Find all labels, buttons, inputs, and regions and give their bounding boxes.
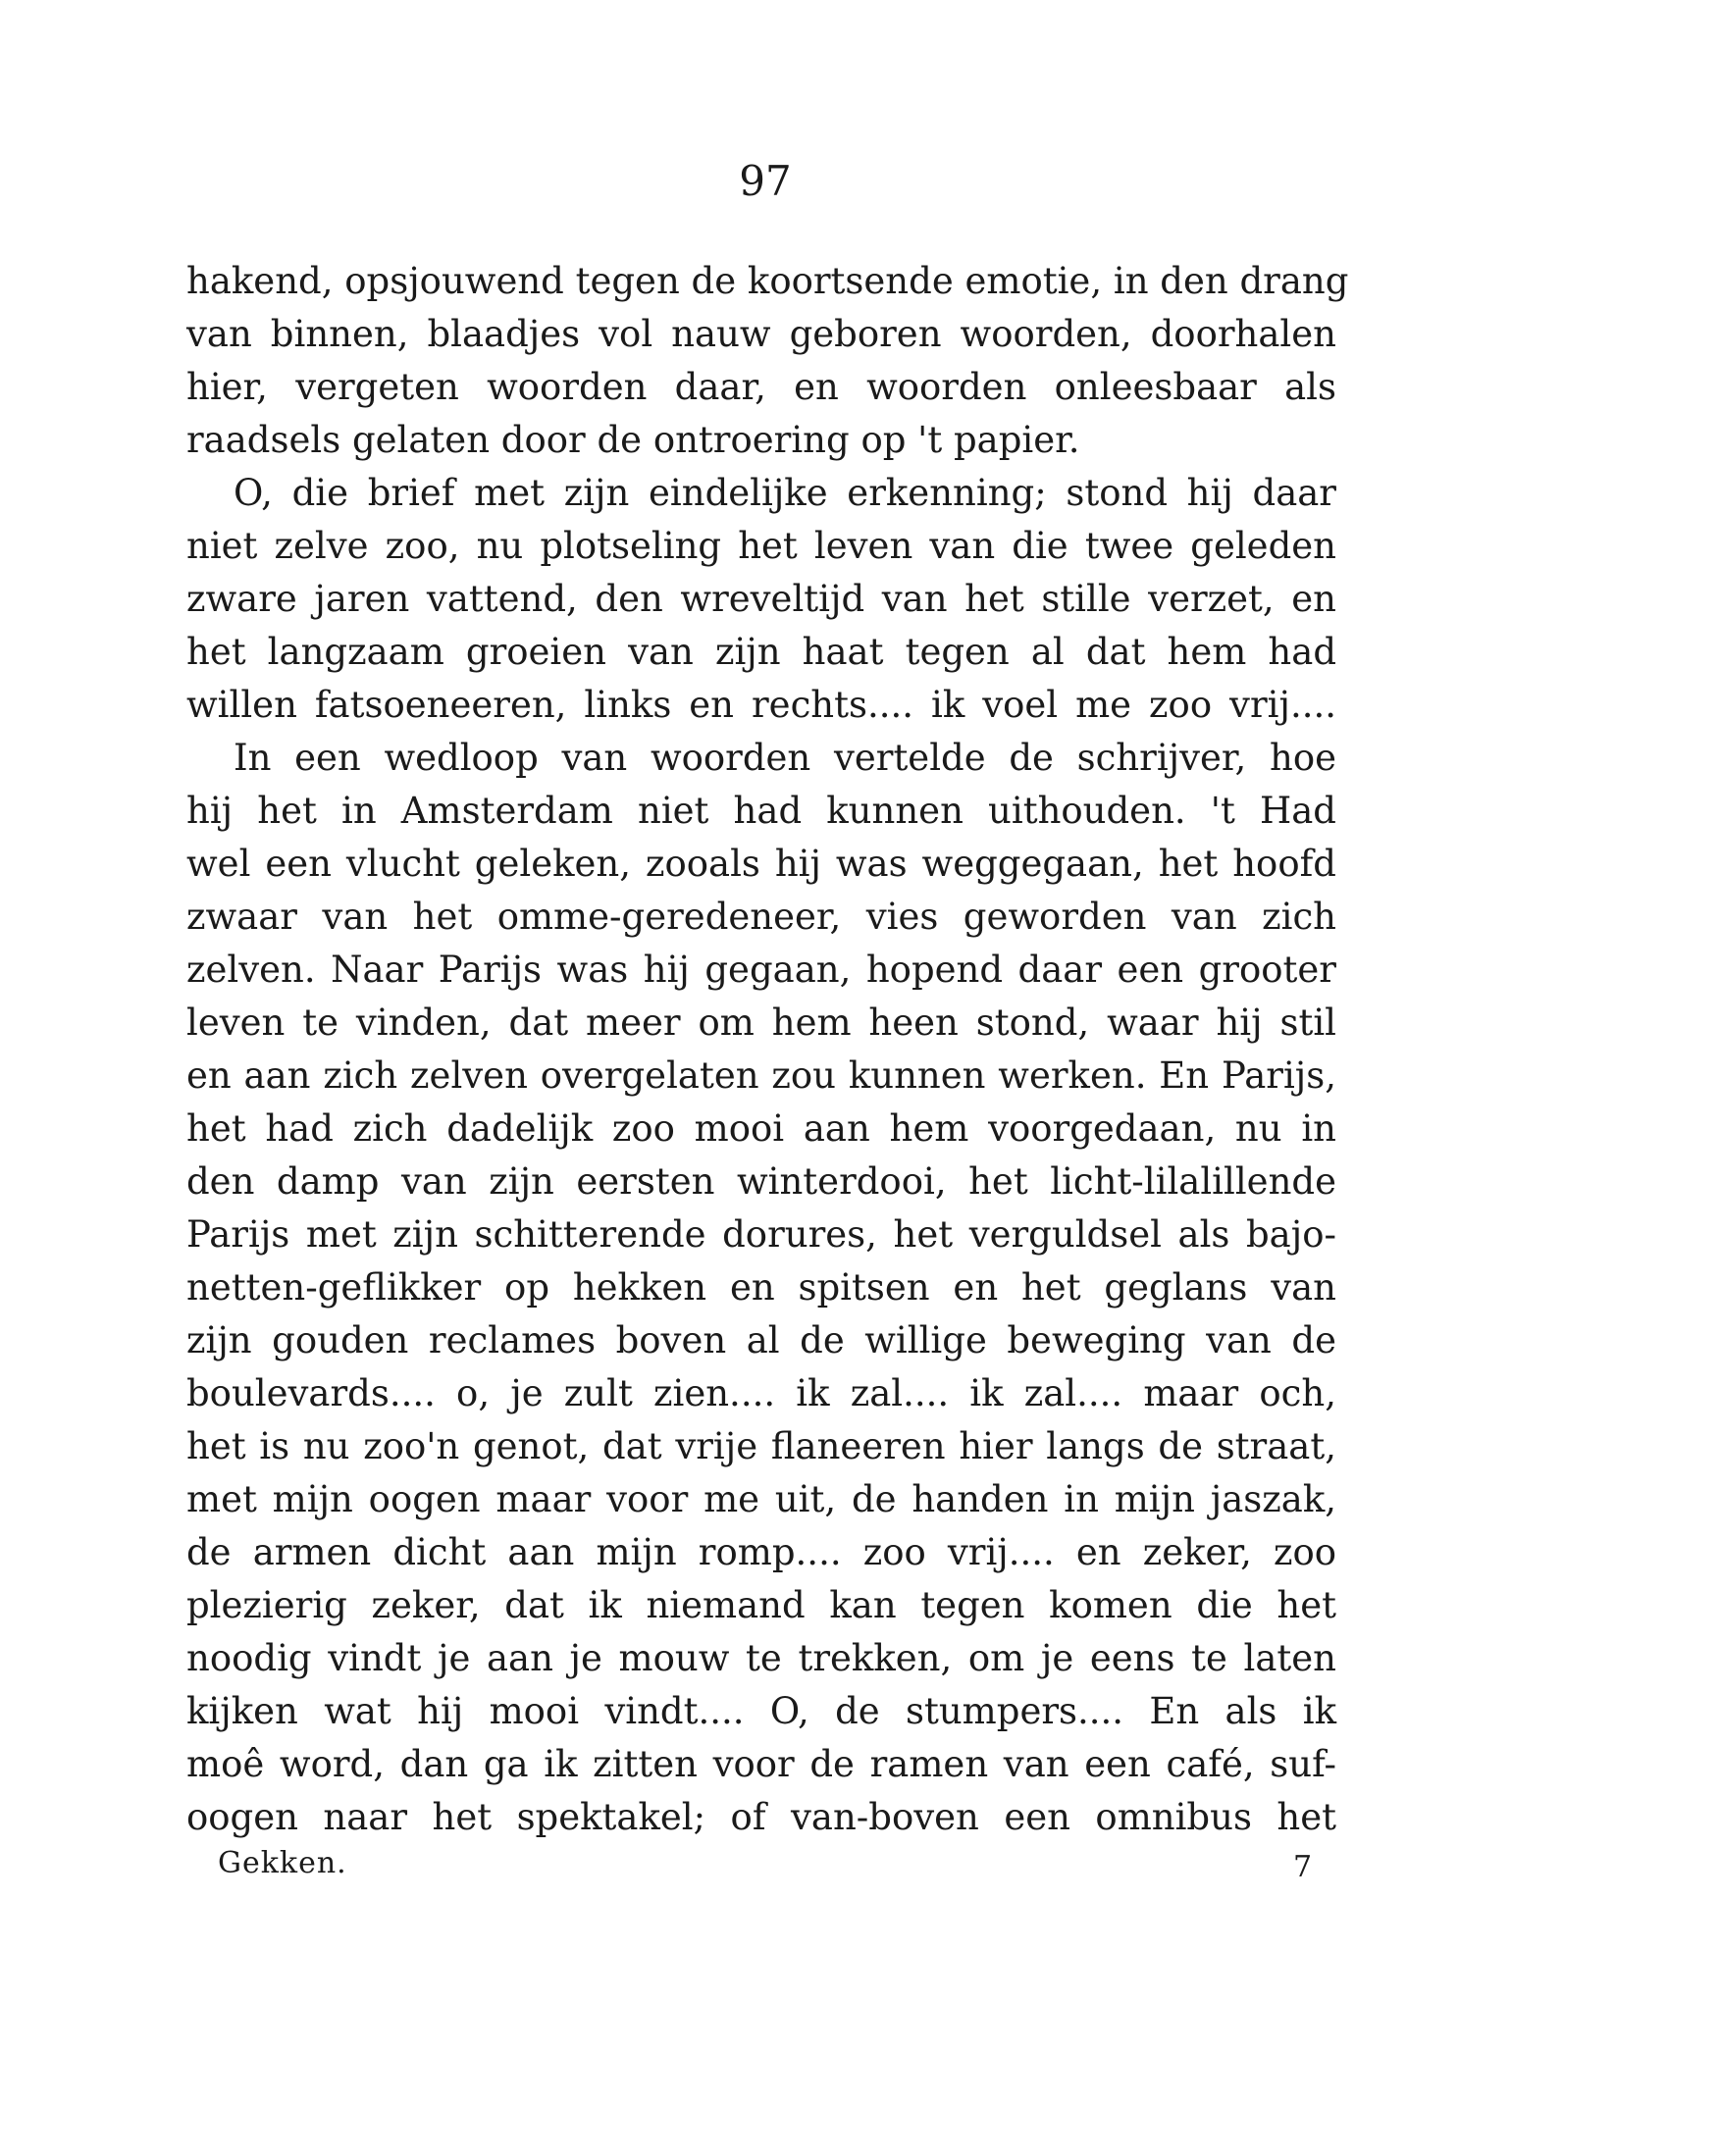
text-line: hakend, opsjouwend tegen de koortsende emotie, in den drang (186, 260, 1349, 302)
text-line: raadsels gelaten door de ontroering op 't papier. (186, 419, 1080, 461)
footer-sheet-number: 7 (1293, 1850, 1313, 1884)
text-line: zware jaren vattend, den wreveltijd van het stille verzet, en (186, 578, 1336, 620)
body-text (186, 255, 1349, 1844)
text-line: met mijn oogen maar voor me uit, de handen in mijn jaszak, (186, 1478, 1336, 1520)
text-line: netten-geflikker op hekken en spitsen en het geglans van (186, 1266, 1336, 1309)
text-line: van binnen, blaadjes vol nauw geboren woorden, doorhalen (186, 313, 1336, 355)
text-line: Parijs met zijn schitterende dorures, het verguldsel als bajo- (186, 1213, 1336, 1256)
text-line: den damp van zijn eersten winterdooi, het licht-lilalillende (186, 1160, 1336, 1203)
text-line: boulevards.... o, je zult zien.... ik zal.... ik zal.... maar och, (186, 1372, 1336, 1414)
page-number: 97 (739, 157, 792, 205)
text-line: niet zelve zoo, nu plotseling het leven van die twee geleden (186, 525, 1336, 567)
footer-signature: Gekken. (218, 1846, 347, 1880)
text-line: willen fatsoeneeren, links en rechts.... ik voel me zoo vrij.... (186, 684, 1336, 726)
text-line: het is nu zoo'n genot, dat vrije flaneeren hier langs de straat, (186, 1425, 1336, 1467)
text-line: In een wedloop van woorden vertelde de schrijver, hoe (234, 737, 1336, 779)
text-line: zijn gouden reclames boven al de willige beweging van de (186, 1319, 1336, 1361)
text-line: kijken wat hij mooi vindt.... O, de stumpers.... En als ik (186, 1690, 1336, 1732)
text-line: en aan zich zelven overgelaten zou kunnen werken. En Parijs, (186, 1054, 1336, 1097)
text-line: het had zich dadelijk zoo mooi aan hem voorgedaan, nu in (186, 1107, 1336, 1150)
text-line: zelven. Naar Parijs was hij gegaan, hopend daar een grooter (186, 949, 1336, 991)
text-line: zwaar van het omme-geredeneer, vies geworden van zich (186, 896, 1336, 938)
text-line: hier, vergeten woorden daar, en woorden onleesbaar als (186, 366, 1336, 408)
text-line: het langzaam groeien van zijn haat tegen al dat hem had (186, 631, 1336, 673)
text-line: oogen naar het spektakel; of van-boven een omnibus het (186, 1796, 1336, 1838)
text-line: plezierig zeker, dat ik niemand kan tegen komen die het (186, 1584, 1336, 1626)
text-line: O, die brief met zijn eindelijke erkenning; stond hij daar (234, 472, 1336, 514)
text-line: leven te vinden, dat meer om hem heen stond, waar hij stil (186, 1001, 1336, 1044)
text-line: noodig vindt je aan je mouw te trekken, om je eens te laten (186, 1637, 1336, 1679)
text-line: hij het in Amsterdam niet had kunnen uithouden. 't Had (186, 790, 1336, 832)
text-line: de armen dicht aan mijn romp.... zoo vrij.... en zeker, zoo (186, 1531, 1336, 1573)
text-line: moê word, dan ga ik zitten voor de ramen van een café, suf- (186, 1743, 1336, 1785)
text-line: wel een vlucht geleken, zooals hij was weggegaan, het hoofd (186, 843, 1336, 885)
